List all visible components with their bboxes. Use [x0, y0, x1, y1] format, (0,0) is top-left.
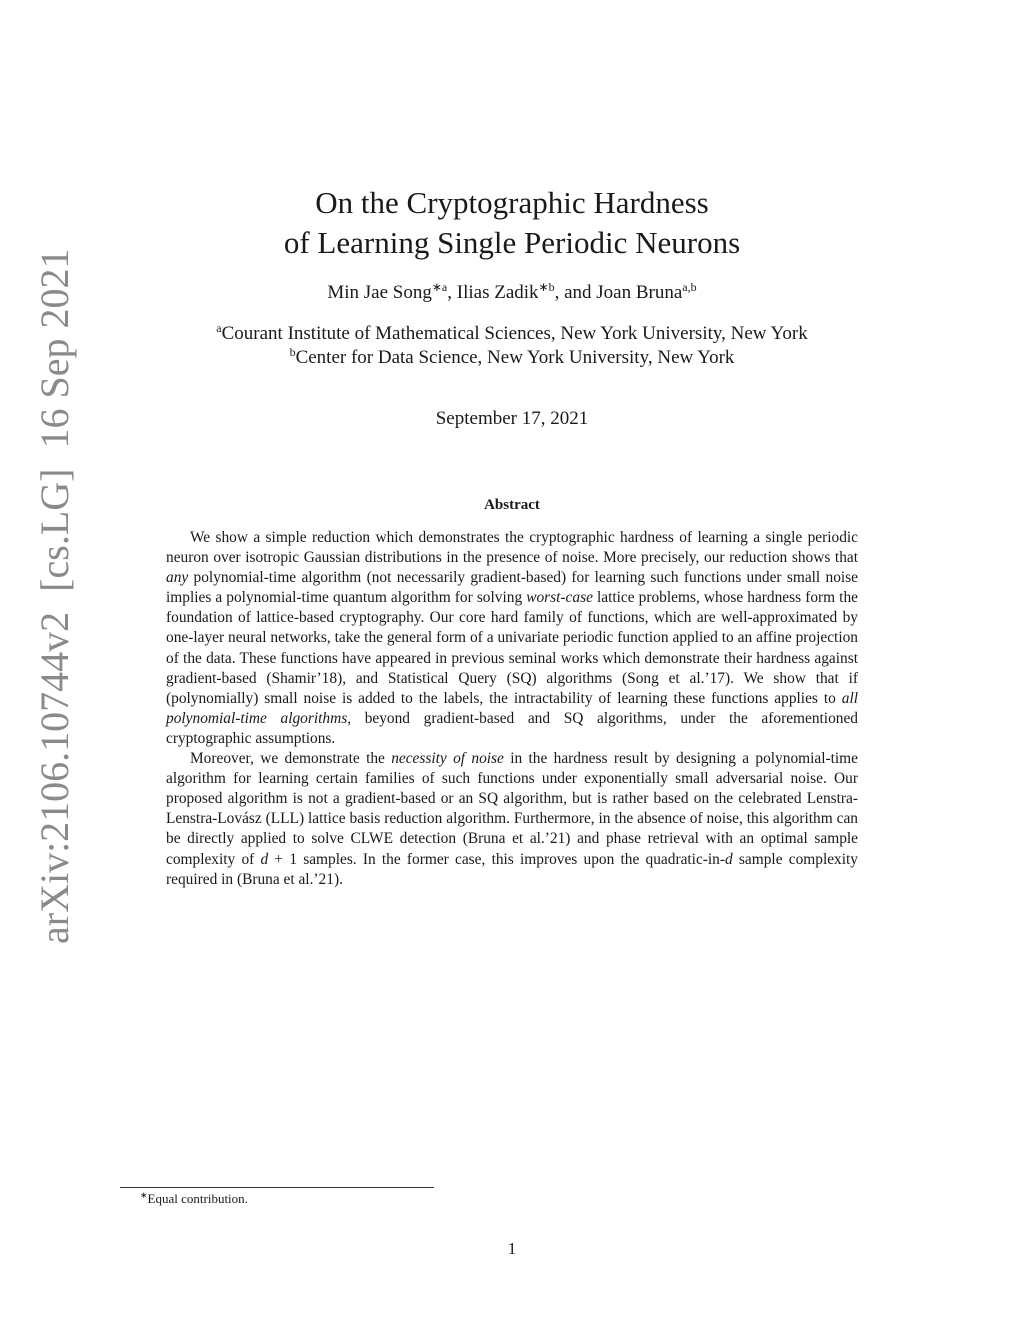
author-mark: ∗b [538, 280, 555, 294]
author-mark: a,b [682, 280, 697, 294]
affiliation-mark: b [289, 345, 296, 359]
abstract-emphasis: any [166, 569, 189, 587]
abstract-text: + 1 samples. In the former case, this improves upon the quadratic-in- [268, 850, 726, 868]
footnote-text: Equal contribution. [147, 1191, 248, 1206]
abstract-emphasis: necessity of noise [391, 750, 504, 768]
arxiv-id-text: arXiv:2106.10744v2 [cs.LG] 16 Sep 2021 [32, 248, 77, 944]
abstract-paragraph-2 [166, 749, 858, 890]
abstract-paragraph-1 [166, 528, 858, 749]
abstract-emphasis: worst-case [526, 589, 593, 607]
abstract-text: Moreover, we demonstrate the [190, 750, 392, 768]
abstract-text: , beyond gradient-based and SQ algorithms, under the aforementioned cryptographic assumptions. [166, 709, 858, 747]
abstract-heading: Abstract [484, 497, 540, 513]
abstract-text: polynomial-time algorithm (not necessarily gradient-based) for learning such functions under small noise implies a polynomial-time quantum algorithm for solving [166, 569, 858, 607]
math-variable: d [260, 850, 269, 868]
abstract-text: sample complexity required in (Bruna et al.’21). [166, 850, 858, 888]
paper-title [200, 183, 824, 263]
page-number: 1 [507, 1239, 517, 1258]
math-variable: d [725, 850, 733, 868]
author-name: Ilias Zadik [456, 282, 539, 303]
affiliation-text: Center for Data Science, New York University, New York [295, 347, 735, 368]
abstract-body [166, 528, 858, 890]
footnote-divider [120, 1187, 434, 1188]
footnote-mark: ∗ [140, 1190, 148, 1200]
affiliation-mark: a [216, 321, 222, 335]
title-line-1: On the Cryptographic Hardness [315, 185, 709, 220]
author-list [200, 282, 824, 304]
author-mark: ∗a [431, 280, 448, 294]
affiliation-b [120, 347, 904, 369]
title-line-2: of Learning Single Periodic Neurons [283, 225, 741, 260]
abstract-text: in the hardness result by designing a polynomial-time algorithm for learning certain families of such functions under exponentially small adversarial noise. Our proposed algorithm is not a gradient-based or an SQ algorithm, but is rather based on the celebrated Lenstra-Lenstra-Lovász (LLL) lattice basis reduction algorithm. Furthermore, in the absence of noise, this algorithm can be directly applied to solve CLWE detection (Bruna et al.’21) and phase retrieval with an optimal sample complexity of [166, 750, 858, 868]
abstract-text: lattice problems, whose hardness form the foundation of lattice-based cryptography. Our core hard family of functions, which are well-approximated by one-layer neural networks, take the general form of a univariate periodic function applied to an affine projection of the data. These functions have appeared in previous seminal works which demonstrate their hardness against gradient-based (Shamir’18), and Statistical Query (SQ) algorithms (Song et al.’17). We show that if (polynomially) small noise is added to the labels, the intractability of learning these functions applies to [166, 589, 858, 707]
author-separator: , and [554, 282, 597, 303]
publication-date: September 17, 2021 [435, 408, 589, 429]
author-name: Joan Bruna [596, 282, 683, 303]
abstract-emphasis: all polynomial-time algorithms [166, 689, 858, 727]
affiliation-text: Courant Institute of Mathematical Sciences, New York University, New York [221, 323, 808, 344]
abstract-text: We show a simple reduction which demonstrates the cryptographic hardness of learning a single periodic neuron over isotropic Gaussian distributions in the presence of noise. More precisely, our reduction shows that [166, 529, 858, 567]
author-separator: , [447, 282, 457, 303]
affiliation-a [120, 323, 904, 345]
footnote [140, 1191, 248, 1207]
author-name: Min Jae Song [327, 282, 432, 303]
